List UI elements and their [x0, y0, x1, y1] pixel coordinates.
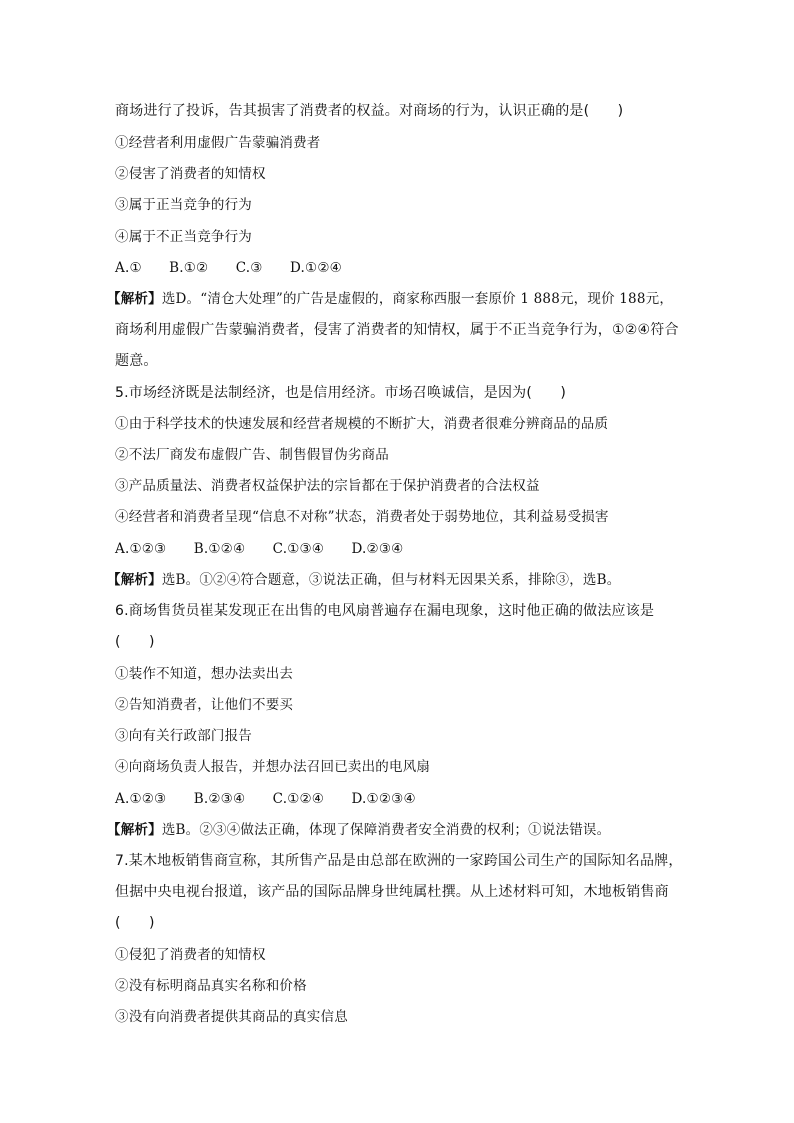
analysis-tag: 【解析】 [107, 291, 162, 307]
analysis-text: 选B。①②④符合题意，③说法正确，但与材料无因果关系，排除③，选B。 [161, 572, 621, 588]
option-line: ①装作不知道，想办法卖出去 [115, 666, 294, 682]
option-line: ②不法厂商发布虚假广告、制售假冒伪劣商品 [115, 447, 389, 463]
option-line: ③产品质量法、消费者权益保护法的宗旨都在于保护消费者的合法权益 [115, 478, 540, 494]
option-line: ①经营者利用虚假广告蒙骗消费者 [115, 135, 321, 151]
option-line: ④经营者和消费者呈现“信息不对称”状态，消费者处于弱势地位，其利益易受损害 [115, 509, 609, 525]
option-line: ②告知消费者，让他们不要买 [115, 697, 294, 713]
option-line: ③属于正当竞争的行为 [115, 197, 252, 213]
analysis-text: 选D。“清仓大处理”的广告是虚假的，商家称西服一套原价 1 888元，现价 188元， [161, 291, 674, 307]
text-line: 但据中央电视台报道，该产品的国际品牌身世纯属杜撰。从上述材料可知，木地板销售商 [115, 884, 669, 900]
option-line: ④属于不正当竞争行为 [115, 229, 252, 245]
answer-choices: A.①②③ B.②③④ C.①②④ D.①②③④ [115, 791, 416, 807]
text-line: 商场利用虚假广告蒙骗消费者，侵害了消费者的知情权，属于不正当竞争行为，①②④符合 [115, 322, 679, 338]
analysis-tag: 【解析】 [107, 572, 162, 588]
option-line: ②没有标明商品真实名称和价格 [115, 978, 307, 994]
text-line: ( ) [115, 634, 155, 650]
question-5: 5.市场经济既是法制经济，也是信用经济。市场召唤诚信，是因为( ) [115, 385, 567, 401]
option-line: ③向有关行政部门报告 [115, 728, 252, 744]
question-7: 7.某木地板销售商宣称，其所售产品是由总部在欧洲的一家跨国公司生产的国际知名品牌， [115, 853, 683, 869]
option-line: ③没有向消费者提供其商品的真实信息 [115, 1009, 348, 1025]
analysis-line [107, 571, 620, 589]
text-line: 商场进行了投诉，告其损害了消费者的权益。对商场的行为，认识正确的是( ) [115, 103, 624, 119]
analysis-line [107, 290, 673, 308]
option-line: ①侵犯了消费者的知情权 [115, 947, 266, 963]
analysis-tag: 【解析】 [107, 822, 162, 838]
question-6: 6.商场售货员崔某发现正在出售的电风扇普遍存在漏电现象，这时他正确的做法应该是 [115, 603, 655, 619]
analysis-text: 选B。②③④做法正确，体现了保障消费者安全消费的权利；①说法错误。 [161, 822, 611, 838]
text-line: ( ) [115, 915, 155, 931]
answer-choices: A.① B.①② C.③ D.①②④ [115, 260, 342, 276]
analysis-line [107, 821, 610, 839]
answer-choices: A.①②③ B.①②④ C.①③④ D.②③④ [115, 541, 404, 557]
option-line: ④向商场负责人报告，并想办法召回已卖出的电风扇 [115, 759, 431, 775]
text-line: 题意。 [115, 353, 158, 369]
option-line: ①由于科学技术的快速发展和经营者规模的不断扩大，消费者很难分辨商品的品质 [115, 416, 609, 432]
option-line: ②侵害了消费者的知情权 [115, 166, 266, 182]
